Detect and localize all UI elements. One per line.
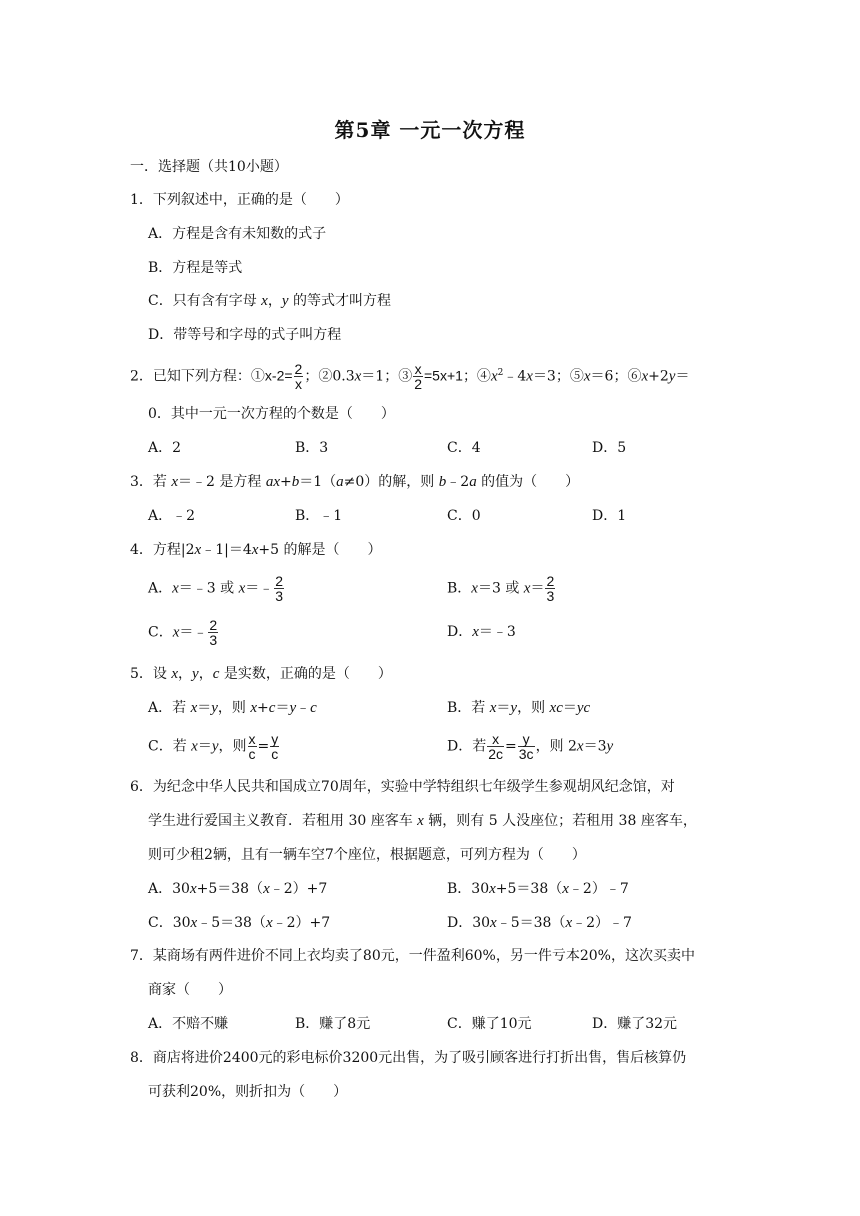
- q6-option-a: A．30x+5＝38（x﹣2）+7: [148, 881, 328, 897]
- q4-option-c: C．x＝﹣ $\frac{2}{3}$: [148, 617, 218, 648]
- q3-option-d: D．1: [592, 508, 627, 524]
- q5-option-b: B．若 x＝y，则 xc＝yc: [447, 700, 591, 716]
- q7-option-b: B．赚了8元: [295, 1016, 371, 1032]
- q2-option-d: D．5: [592, 440, 627, 456]
- question-8-stem-line-1: 8．商店将进价2400元的彩电标价3200元出售，为了吸引顾客进行打折出售，售后核算仍: [130, 1050, 687, 1066]
- question-6-stem-line-2: 学生进行爱国主义教育．若租用 30 座客车 x 辆，则有 5 人没座位；若租用 38 座客车，: [148, 813, 697, 829]
- question-3-stem: 3．若 x＝﹣2 是方程 ax+b＝1（a≠0）的解，则 b﹣2a 的值为（ ）: [130, 474, 580, 490]
- q4-option-d: D．x＝﹣3: [447, 624, 516, 640]
- q1-option-a: A．方程是含有未知数的式子: [148, 226, 327, 242]
- question-1-stem: 1．下列叙述中，正确的是（ ）: [130, 192, 349, 208]
- q5-option-a: A．若 x＝y，则 x+c＝y﹣c: [148, 700, 317, 716]
- q6-option-d: D．30x﹣5＝38（x﹣2）﹣7: [447, 915, 632, 931]
- q4-option-b: B．x＝3 或 x＝ $\frac{2}{3}$: [447, 573, 555, 604]
- question-8-stem-line-2: 可获利20%，则折扣为（ ）: [148, 1084, 348, 1100]
- question-2-stem: 2．已知下列方程：①x-2= $\frac{2}{x}$ ；②0.3x＝1；③ $\frac{x}{2}$ =5x+1；$④x^2﹣4x=3$；⑤x＝6；⑥x+2y＝: [130, 361, 690, 392]
- q1-option-b: B．方程是等式: [148, 260, 243, 276]
- question-7-stem-line-1: 7．某商场有两件进价不同上衣均卖了80元，一件盈利60%，另一件亏本20%，这次买卖中: [130, 948, 695, 964]
- q7-option-d: D．赚了32元: [592, 1016, 678, 1032]
- q5-option-c: C．若 x＝y，则 $\frac{x}{c}$ = $\frac{y}{c}$: [148, 731, 279, 762]
- q5-option-d: D．若 $\frac{x}{2c}$ = $\frac{y}{3c}$ ，则 2x＝3y: [447, 731, 614, 762]
- section-heading: 一．选择题（共10小题）: [130, 159, 288, 175]
- q3-option-b: B．﹣1: [295, 508, 343, 524]
- question-4-stem: 4．方程|2x﹣1|＝4x+5 的解是（ ）: [130, 542, 382, 558]
- question-7-stem-line-2: 商家（ ）: [148, 982, 232, 998]
- q4-option-a: A．x＝﹣3 或 x＝﹣ $\frac{2}{3}$: [148, 573, 284, 604]
- q2-option-a: A．2: [148, 440, 182, 456]
- q7-option-a: A．不赔不赚: [148, 1016, 229, 1032]
- q6-option-c: C．30x﹣5＝38（x﹣2）+7: [148, 915, 331, 931]
- q6-option-b: B．30x+5＝38（x﹣2）﹣7: [447, 881, 629, 897]
- question-6-stem-line-3: 则可少租2辆，且有一辆车空7个座位，根据题意，可列方程为（ ）: [148, 847, 586, 863]
- q3-option-c: C．0: [447, 508, 481, 524]
- q2-option-c: C．4: [447, 440, 481, 456]
- q1-option-c: C．只有含有字母 x，y 的等式才叫方程: [148, 293, 391, 309]
- q2-option-b: B．3: [295, 440, 329, 456]
- question-5-stem: 5．设 x，y，c 是实数，正确的是（ ）: [130, 666, 392, 682]
- page-title: 第5章 一元一次方程: [334, 118, 526, 142]
- question-2-stem-tail: 0．其中一元一次方程的个数是（ ）: [148, 406, 395, 422]
- question-6-stem-line-1: 6．为纪念中华人民共和国成立70周年，实验中学特组织七年级学生参观胡风纪念馆，对: [130, 779, 675, 795]
- q7-option-c: C．赚了10元: [447, 1016, 532, 1032]
- q3-option-a: A．﹣2: [148, 508, 196, 524]
- q1-option-d: D．带等号和字母的式子叫方程: [148, 327, 342, 343]
